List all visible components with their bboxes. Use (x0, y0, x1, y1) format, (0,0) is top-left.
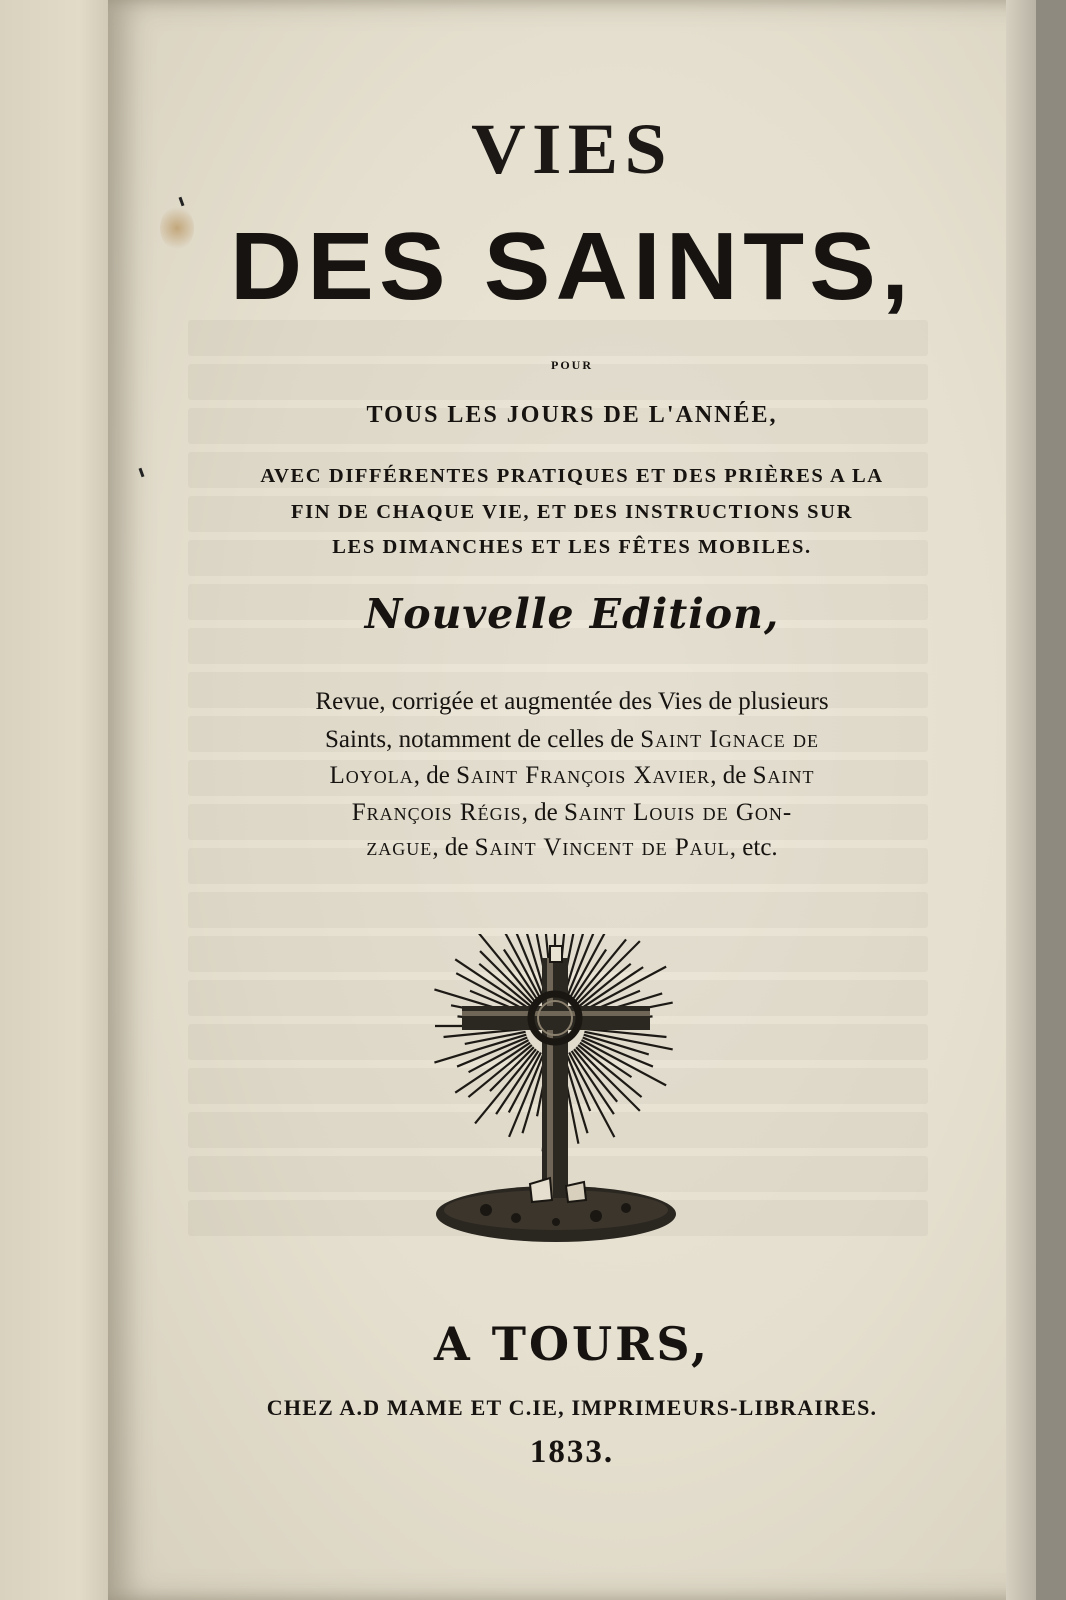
title-vies: VIES (471, 109, 673, 189)
page-edge (1006, 0, 1036, 1600)
city-imprint: A TOURS, (434, 1317, 710, 1371)
revision-line-1: Revue, corrigée et augmentée des Vies de plusieurs (315, 688, 829, 715)
title-des-saints: DES SAINTS, (229, 213, 915, 320)
ink-mark (179, 197, 185, 206)
revision-line-3: Loyola, de Saint François Xavier, de Saint (329, 762, 815, 789)
publication-year: 1833. (529, 1434, 615, 1470)
description-line-2: FIN DE CHAQUE VIE, ET DES INSTRUCTIONS SUR (291, 501, 853, 523)
edition-heading: Nouvelle Edition, (364, 590, 780, 638)
description-line-1: AVEC DIFFÉRENTES PRATIQUES ET DES PRIÈRES A LA (260, 465, 884, 487)
printer-imprint: CHEZ A.D MAME ET C.IE, IMPRIMEURS-LIBRAIRES. (266, 1395, 878, 1420)
title-page (108, 0, 1036, 1600)
revision-line-4: François Régis, de Saint Louis de Gon- (351, 799, 793, 826)
revision-line-5: zague, de Saint Vincent de Paul, etc. (366, 834, 778, 861)
pour-label: pour (551, 354, 593, 373)
revision-line-2: Saints, notamment de celles de Saint Ignace de (325, 726, 819, 753)
description-line-3: LES DIMANCHES ET LES FÊTES MOBILES. (332, 536, 812, 558)
cross-vignette-icon (426, 934, 686, 1246)
subtitle: TOUS LES JOURS DE L'ANNÉE, (366, 402, 778, 428)
